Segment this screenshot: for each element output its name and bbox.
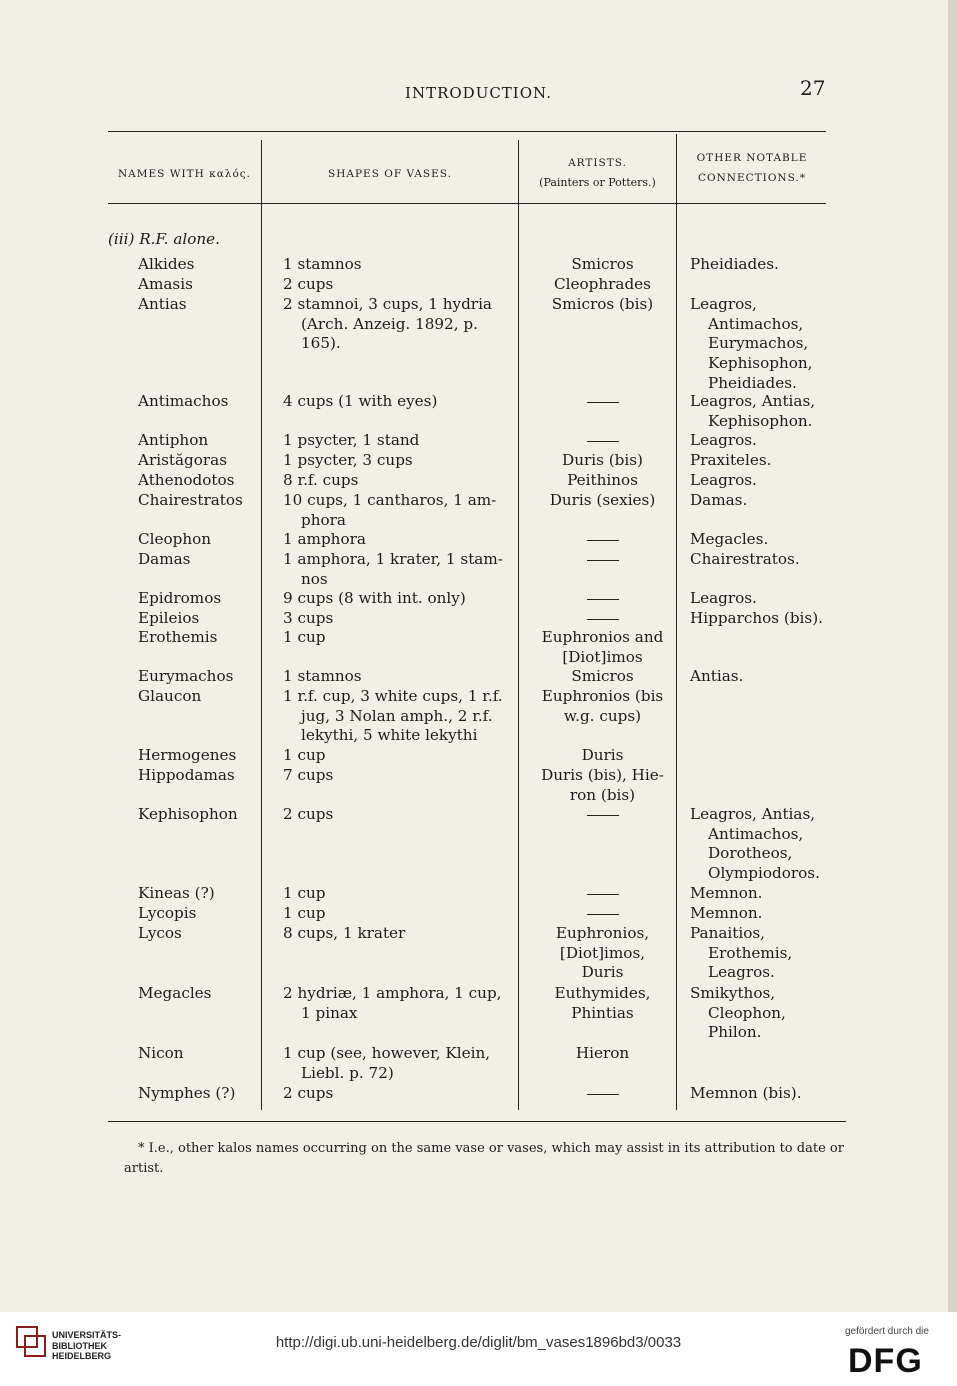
name-cell — [138, 667, 258, 687]
cell-line: Olympiodoros. — [708, 864, 820, 883]
cell-line: 165). — [301, 334, 341, 353]
cell-line — [530, 431, 675, 451]
cell-line: Damas — [138, 550, 191, 568]
page-edge — [948, 0, 957, 1312]
no-artist-dash — [587, 560, 619, 561]
cell-line: 1 stamnos — [283, 255, 362, 273]
name-cell — [138, 1044, 258, 1064]
cell-line: Chairestratos — [138, 491, 243, 509]
artists-cell — [530, 431, 675, 451]
no-artist-dash — [587, 894, 619, 895]
cell-line: 1 r.f. cup, 3 white cups, 1 r.f. — [283, 687, 503, 705]
artists-cell — [530, 1044, 675, 1064]
cell-line: 2 cups — [283, 805, 334, 823]
name-cell — [138, 687, 258, 707]
cell-line: 1 cup — [283, 628, 326, 646]
cell-line: Leagros, Antias, — [690, 392, 816, 410]
cell-line: Leagros, Antias, — [690, 805, 816, 823]
cell-line: Duris — [581, 963, 624, 982]
shapes-cell — [283, 667, 513, 687]
connections-cell — [690, 1084, 830, 1104]
cell-line — [530, 589, 675, 609]
connections-cell — [690, 667, 830, 687]
cell-line: Pheidiades. — [690, 255, 779, 273]
shapes-cell — [283, 904, 513, 924]
connections-cell — [690, 984, 830, 1043]
table-header-rule — [108, 203, 826, 204]
cell-line: ron (bis) — [569, 785, 636, 804]
connections-cell — [690, 295, 830, 394]
cell-line: Leagros. — [690, 431, 757, 449]
name-cell — [138, 275, 258, 295]
column-divider — [261, 140, 262, 1110]
footnote: * I.e., other kalos names occurring on the same vase or vases, which may assist in its attribution to date or artist. — [124, 1141, 844, 1176]
name-cell — [138, 392, 258, 412]
name-cell — [138, 295, 258, 315]
cell-line: Hieron — [575, 1044, 630, 1062]
cell-line: Antimachos, — [708, 824, 804, 843]
artists-cell — [530, 904, 675, 924]
artists-cell — [530, 295, 675, 315]
cell-line: Smicros (bis) — [551, 295, 654, 313]
cell-line: 8 cups, 1 krater — [283, 924, 406, 942]
cell-line: Nicon — [138, 1044, 184, 1062]
no-artist-dash — [587, 914, 619, 915]
cell-line: 1 cup — [283, 746, 326, 764]
name-cell — [138, 609, 258, 629]
cell-line: Kephisophon. — [708, 411, 813, 430]
artists-cell — [530, 550, 675, 570]
cell-line: Euphronios, — [555, 924, 650, 942]
connections-cell — [690, 805, 830, 884]
connections-cell — [690, 255, 830, 275]
shapes-cell — [283, 1084, 513, 1104]
artists-cell — [530, 451, 675, 471]
name-cell — [138, 451, 258, 471]
shapes-cell — [283, 255, 513, 275]
cell-line — [530, 609, 675, 629]
cell-line: Lycopis — [138, 904, 197, 922]
name-cell — [138, 984, 258, 1004]
connections-cell — [690, 451, 830, 471]
shapes-cell — [283, 275, 513, 295]
cell-line: Hipparchos (bis). — [690, 609, 823, 627]
cell-line — [530, 904, 675, 924]
cell-line: Hippodamas — [138, 766, 235, 784]
name-cell — [138, 530, 258, 550]
library-name: UNIVERSITÄTS- BIBLIOTHEK HEIDELBERG — [52, 1330, 122, 1361]
name-cell — [138, 255, 258, 275]
cell-line: Cleophon — [138, 530, 212, 548]
cell-line: Smicros — [571, 255, 634, 273]
name-cell — [138, 766, 258, 786]
cell-line: 10 cups, 1 cantharos, 1 am- — [283, 491, 497, 509]
column-divider — [518, 140, 519, 1110]
cell-line: Duris — [581, 746, 624, 764]
header-artists-sub: (Painters or Potters.) — [539, 176, 656, 189]
shapes-cell — [283, 471, 513, 491]
cell-line: 1 cup — [283, 904, 326, 922]
connections-cell — [690, 589, 830, 609]
cell-line — [530, 530, 675, 550]
connections-cell — [690, 924, 830, 983]
shapes-cell — [283, 628, 513, 648]
cell-line — [530, 392, 675, 412]
artists-cell — [530, 275, 675, 295]
name-cell — [138, 924, 258, 944]
artists-cell — [530, 530, 675, 550]
section-label: (iii) R.F. alone. — [108, 230, 220, 248]
cell-line: Duris (bis) — [562, 451, 643, 469]
shapes-cell — [283, 295, 513, 354]
cell-line: 1 amphora — [283, 530, 366, 548]
artists-cell — [530, 471, 675, 491]
name-cell — [138, 805, 258, 825]
cell-line: 1 stamnos — [283, 667, 362, 685]
cell-line: Leagros. — [690, 589, 757, 607]
cell-line — [530, 805, 675, 825]
cell-line: Glaucon — [138, 687, 202, 705]
cell-line: Pheidiades. — [708, 373, 797, 392]
name-cell — [138, 1084, 258, 1104]
cell-line: phora — [301, 510, 346, 529]
cell-line: w.g. cups) — [563, 706, 642, 725]
cell-line — [530, 1084, 675, 1104]
shapes-cell — [283, 805, 513, 825]
cell-line: Euphronios and — [541, 628, 664, 646]
name-cell — [138, 589, 258, 609]
artists-cell — [530, 1084, 675, 1104]
cell-line: 1 cup — [283, 884, 326, 902]
cell-line: 8 r.f. cups — [283, 471, 359, 489]
cell-line: 3 cups — [283, 609, 334, 627]
cell-line: Megacles — [138, 984, 212, 1002]
cell-line: 2 hydriæ, 1 amphora, 1 cup, — [283, 984, 502, 1002]
artists-cell — [530, 984, 675, 1023]
cell-line: Phintias — [571, 1003, 634, 1022]
shapes-cell — [283, 451, 513, 471]
shapes-cell — [283, 766, 513, 786]
header-shapes: SHAPES OF VASES. — [328, 168, 452, 180]
column-divider — [676, 134, 677, 1110]
name-cell — [138, 884, 258, 904]
name-cell — [138, 471, 258, 491]
shapes-cell — [283, 530, 513, 550]
shapes-cell — [283, 687, 513, 746]
page-number: 27 — [800, 76, 826, 100]
cell-line: Antimachos — [138, 392, 229, 410]
cell-line: Smikythos, — [690, 984, 776, 1002]
header-names: NAMES WITH καλός. — [117, 168, 251, 180]
artists-cell — [530, 628, 675, 667]
cell-line: Damas. — [690, 491, 748, 509]
name-cell — [138, 491, 258, 511]
artists-cell — [530, 589, 675, 609]
cell-line: Antimachos, — [708, 314, 804, 333]
header-artists: ARTISTS. (Painters or Potters.) — [539, 157, 656, 189]
cell-line: Leagros, — [690, 295, 757, 313]
no-artist-dash — [587, 1094, 619, 1095]
cell-line: 2 stamnoi, 3 cups, 1 hydria — [283, 295, 492, 313]
artists-cell — [530, 884, 675, 904]
cell-line: 4 cups (1 with eyes) — [283, 392, 438, 410]
table-top-rule — [108, 131, 826, 132]
cell-line: Dorotheos, — [708, 844, 793, 863]
cell-line: 2 cups — [283, 275, 334, 293]
cell-line: 2 cups — [283, 1084, 334, 1102]
cell-line: [Diot]imos, — [559, 943, 646, 962]
no-artist-dash — [587, 540, 619, 541]
cell-line: Memnon. — [690, 904, 763, 922]
cell-line: Liebl. p. 72) — [301, 1063, 394, 1082]
cell-line: Cleophon, — [708, 1003, 786, 1022]
table-bottom-rule — [108, 1121, 846, 1122]
cell-line: Epileios — [138, 609, 200, 627]
cell-line: Peithinos — [567, 471, 638, 489]
cell-line: Smicros — [571, 667, 634, 685]
shapes-cell — [283, 431, 513, 451]
cell-line: Eurymachos — [138, 667, 234, 685]
cell-line: nos — [301, 569, 328, 588]
cell-line: 1 cup (see, however, Klein, — [283, 1044, 491, 1062]
cell-line — [530, 550, 675, 570]
cell-line: Lycos — [138, 924, 182, 942]
shapes-cell — [283, 392, 513, 412]
cell-line: Nymphes (?) — [138, 1084, 236, 1102]
cell-line: 1 psycter, 3 cups — [283, 451, 413, 469]
cell-line: 1 amphora, 1 krater, 1 stam- — [283, 550, 503, 568]
shapes-cell — [283, 550, 513, 589]
shapes-cell — [283, 746, 513, 766]
cell-line: Duris (bis), Hie- — [541, 766, 664, 784]
name-cell — [138, 904, 258, 924]
cell-line: Erothemis — [138, 628, 218, 646]
connections-cell — [690, 550, 830, 570]
artists-cell — [530, 255, 675, 275]
cell-line: Antiphon — [138, 431, 209, 449]
connections-cell — [690, 471, 830, 491]
cell-line: 7 cups — [283, 766, 334, 784]
shapes-cell — [283, 924, 513, 944]
name-cell — [138, 431, 258, 451]
connections-cell — [690, 491, 830, 511]
cell-line: 1 pinax — [301, 1003, 358, 1022]
cell-line: Euphronios (bis — [541, 687, 664, 705]
artists-cell — [530, 805, 675, 825]
shapes-cell — [283, 984, 513, 1023]
connections-cell — [690, 431, 830, 451]
cell-line: Eurymachos, — [708, 334, 809, 353]
artists-cell — [530, 392, 675, 412]
funded-by-label: gefördert durch die — [845, 1326, 929, 1337]
cell-line: Memnon. — [690, 884, 763, 902]
name-cell — [138, 628, 258, 648]
cell-line: Alkides — [138, 255, 195, 273]
artists-cell — [530, 667, 675, 687]
cell-line: Kephisophon — [138, 805, 238, 823]
shapes-cell — [283, 491, 513, 530]
cell-line: Philon. — [708, 1023, 762, 1042]
dfg-logo: DFG — [848, 1342, 923, 1380]
cell-line: Duris (sexies) — [549, 491, 656, 509]
cell-line: Leagros. — [708, 963, 775, 982]
cell-line: 1 psycter, 1 stand — [283, 431, 420, 449]
artists-cell — [530, 687, 675, 726]
artists-cell — [530, 491, 675, 511]
no-artist-dash — [587, 815, 619, 816]
cell-line: Praxiteles. — [690, 451, 772, 469]
no-artist-dash — [587, 599, 619, 600]
cell-line: (Arch. Anzeig. 1892, p. — [301, 314, 478, 333]
source-url[interactable]: http://digi.ub.uni-heidelberg.de/diglit/bm_vases1896bd3/0033 — [275, 1334, 682, 1351]
shapes-cell — [283, 589, 513, 609]
cell-line — [530, 884, 675, 904]
cell-line: Megacles. — [690, 530, 769, 548]
shapes-cell — [283, 1044, 513, 1083]
cell-line: lekythi, 5 white lekythi — [301, 726, 478, 745]
cell-line: Hermogenes — [138, 746, 237, 764]
cell-line: Athenodotos — [138, 471, 235, 489]
name-cell — [138, 746, 258, 766]
connections-cell — [690, 904, 830, 924]
cell-line: Chairestratos. — [690, 550, 800, 568]
artists-cell — [530, 609, 675, 629]
shapes-cell — [283, 884, 513, 904]
cell-line: Kephisophon, — [708, 354, 813, 373]
cell-line: Leagros. — [690, 471, 757, 489]
cell-line: Memnon (bis). — [690, 1084, 802, 1102]
connections-cell — [690, 884, 830, 904]
cell-line: Antias. — [690, 667, 744, 685]
cell-line: Antias — [138, 295, 187, 313]
cell-line: Aristăgoras — [138, 451, 228, 469]
cell-line: Epidromos — [138, 589, 222, 607]
name-cell — [138, 550, 258, 570]
artists-cell — [530, 924, 675, 983]
no-artist-dash — [587, 402, 619, 403]
cell-line: jug, 3 Nolan amph., 2 r.f. — [301, 706, 493, 725]
cell-line: [Diot]imos — [562, 647, 643, 666]
cell-line: Amasis — [138, 275, 193, 293]
cell-line: Euthymides, — [554, 984, 651, 1002]
shapes-cell — [283, 609, 513, 629]
header-other: OTHER NOTABLE CONNECTIONS.* — [696, 152, 808, 184]
cell-line: Cleophrades — [554, 275, 651, 293]
cell-line: Kineas (?) — [138, 884, 215, 902]
cell-line: Panaitios, — [690, 924, 766, 942]
connections-cell — [690, 609, 830, 629]
running-head: INTRODUCTION. — [405, 84, 552, 102]
no-artist-dash — [587, 619, 619, 620]
no-artist-dash — [587, 441, 619, 442]
cell-line: Erothemis, — [708, 943, 793, 962]
cell-line: 9 cups (8 with int. only) — [283, 589, 466, 607]
connections-cell — [690, 530, 830, 550]
artists-cell — [530, 766, 675, 805]
artists-cell — [530, 746, 675, 766]
connections-cell — [690, 392, 830, 431]
